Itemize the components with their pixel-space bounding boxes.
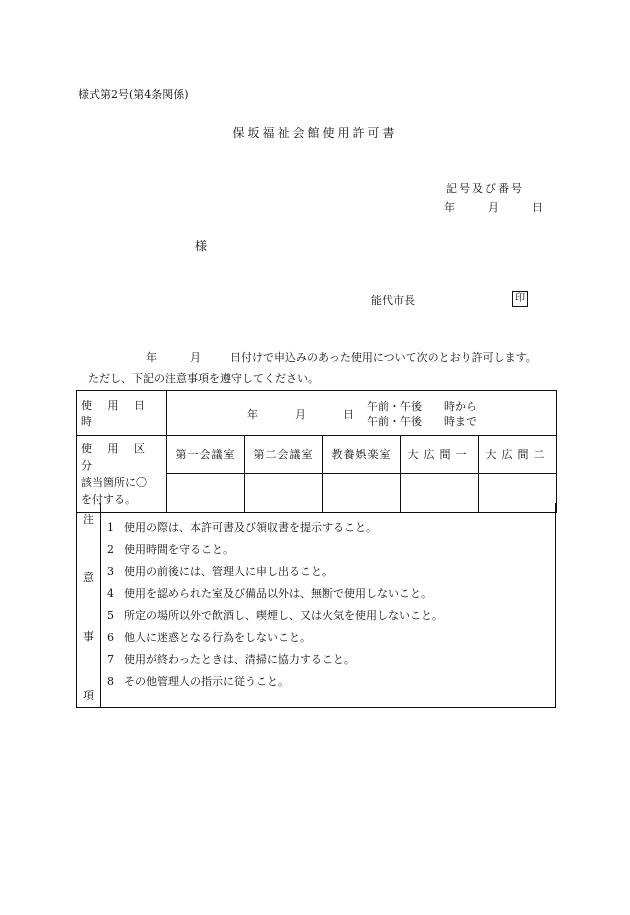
notes-side-label [77,503,101,707]
seal-mark: 印 [512,291,528,307]
issue-year: 年 [444,201,455,214]
issuer-name: 能代市長 [371,294,415,307]
intro-line-2: ただし、下記の注意事項を遵守してください。 [88,372,319,385]
room-header-5: 大広間二 [479,436,557,474]
category-label-line-1: 使 用 区 分 [81,442,151,472]
intro-month: 月 [190,351,201,364]
usage-date-label: 使 用 日 時 [77,391,167,436]
issue-day: 日 [532,201,543,214]
record-number-label: 記号及び番号 [446,182,524,195]
intro-year: 年 [146,351,157,364]
category-label-line-2: 該当箇所に〇 [81,476,147,489]
category-label-line-3: を付する。 [81,493,136,506]
note-item: 1 使用の際は、本許可書及び領収書を提示すること。 [107,521,377,534]
issue-month: 月 [488,201,499,214]
note-item: 2 使用時間を守ること。 [107,543,234,556]
form-number: 様式第2号(第4条関係) [78,88,189,101]
intro-text: 日付けで申込みのあった使用について次のとおり許可します。 [230,351,537,364]
usage-date-field [167,391,557,436]
room-header-2: 第二会議室 [245,436,323,474]
time-from-ampm: 午前・午後 [367,400,422,413]
note-item: 5 所定の場所以外で飲酒し、喫煙し、又は火気を使用しないこと。 [107,609,443,622]
room-header-3: 教養娯楽室 [323,436,401,474]
time-to-suffix: 時まで [444,415,477,428]
room-header-4: 大広間一 [401,436,479,474]
addressee-suffix: 様 [195,239,208,253]
note-item: 7 使用が終わったときは、清掃に協力すること。 [107,653,355,666]
notes-side-char-2: 意 [83,571,94,584]
notes-side-char-3: 事 [83,630,94,643]
note-item: 4 使用を認められた室及び備品以外は、無断で使用しないこと。 [107,587,432,600]
usage-day: 日 [343,408,354,421]
notes-section [76,503,556,708]
usage-year: 年 [247,408,258,421]
note-item: 3 使用の前後には、管理人に申し出ること。 [107,565,333,578]
time-from-suffix: 時から [444,400,477,413]
usage-month: 月 [295,408,306,421]
usage-category-label [77,436,167,513]
time-to-ampm: 午前・午後 [367,415,422,428]
issue-date [444,199,543,215]
note-item: 6 他人に迷惑となる行為をしないこと。 [107,631,311,644]
notes-side-char-4: 項 [83,689,94,702]
permit-table [76,390,557,513]
intro-line-1 [146,349,537,365]
document-title: 保坂福祉会館使用許可書 [232,126,398,140]
notes-side-char-1: 注 [83,513,94,526]
room-header-1: 第一会議室 [167,436,245,474]
usage-time [367,399,477,429]
note-item: 8 その他管理人の指示に従うこと。 [107,675,289,688]
